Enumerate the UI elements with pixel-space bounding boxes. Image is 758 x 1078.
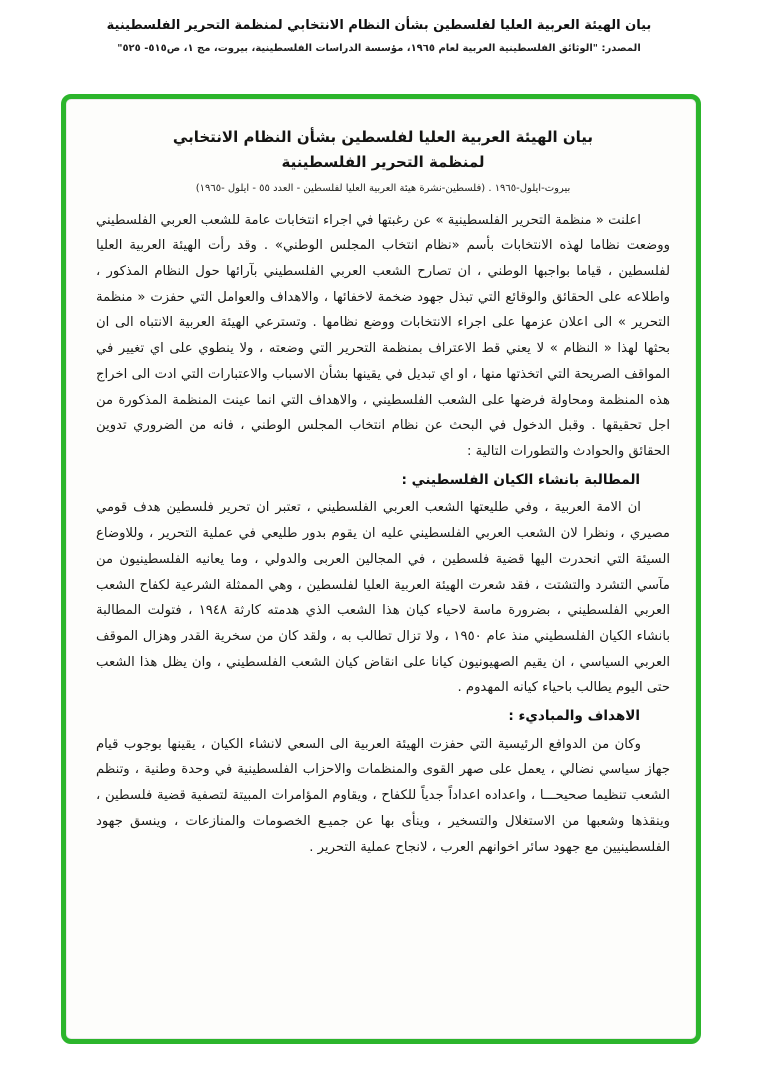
paragraph-entity: ان الامة العربية ، وفي طليعتها الشعب العربي الفلسطيني ، تعتبر ان تحرير فلسطين هدف قومي مصيري ، ونظرا لان الشعب العربي الفلسطيني عليه ان يقوم بدور طليعي في عملية التحرير ، وللاوضاع السيئة التي انحدرت اليها قضية فلسطين ، في المجالين العربى والدولي ، وما يعانيه الفلسطينيون من مآسي التشرد والتشتت ، فقد شعرت الهيئة العربية العليا لفلسطين ، وهي الممثلة الشرعية لكفاح الشعب العربي الفلسطيني ، بضرورة ماسة لاحياء كيان هذا الشعب الذي هدمته كارثة ١٩٤٨ ، فتولت المطالبة بانشاء الكيان الفلسطيني منذ عام ١٩٥٠ ، ولا تزال تطالب به ، ولقد كان من سخرية القدر وهزال الموقف العربي السياسي ، ان يقيم الصهيونيون كيانا على انقاض كيان الشعب الفلسطيني ، وان يظل هذا الشعب حتى اليوم يطالب باحياء كيانه المهدوم . [96,500,671,696]
document-title [96,125,670,175]
document-body [96,208,670,861]
scanned-document-content [66,99,696,880]
page-header [0,0,758,56]
page-title: بيان الهيئة العربية العليا لفلسطين بشأن النظام الانتخابي لمنظمة التحرير الفلسطينية [106,18,652,33]
paragraph-goals: وكان من الدوافع الرئيسية التي حفزت الهيئة العربية الى السعي لانشاء الكيان ، يقينها بوجوب قيام جهاز سياسي نضالي ، يعمل على صهر القوى والمنظمات والاحزاب الفلسطينية في وحدة وطنية ، وتنظم الشعب تنظيما صحيحـــا ، واعداده اعداداً جدياً للكفاح ، ويقاوم المؤامرات المبيتة لتصفية قضية فلسطين ، وينقذها وشعبها من الاستغلال والتسخير ، وينأى بها عن جميـع الخصومات والمنازعات ، وينسق جهود الفلسطينيين مع جهود سائر اخوانهم العرب ، لانجاح عملية التحرير . [96,736,670,855]
document-title-line2: لمنظمة التحرير الفلسطينية [281,152,485,171]
document-title-line1: بيان الهيئة العربية العليا لفلسطين بشأن النظام الانتخابي [172,128,594,146]
paragraph-intro: اعلنت « منظمة التحرير الفلسطينية » عن رغبتها في اجراء انتخابات عامة للشعب العربي الفلسطيني ووضعت نظاما لهذه الانتخابات بأسم «نظام انتخاب المجلس الوطني» . وقد رأت الهيئة العربية العليا لفلسطين ، قياما بواجبها الوطني ، ان تصارح الشعب العربي الفلسطيني بآرائها حول النظام المذكور ، واطلاعه على الحقائق والوقائع التي تبذل جهود ضخمة لاخفائها ، والاهداف والعوامل التي حفزت « منظمة التحرير » الى اعلان عزمها على اجراء الانتخابات ووضع نظامها . وتسترعي الهيئة العربية الانتباه الى ان بحثها لهذا « النظام » لا يعني قط الاعتراف بمنظمة التحرير التي وضعته ، ولا ينطوي على اي تغيير في المواقف الصريحة التي اتخذتها منها ، او اي تبديل في يقينها بشأن الاسباب والاعتبارات التي ادت الى اخراج هذه المنظمة ومحاولة فرضها على الشعب الفلسطيني ، والاهداف التي انما عينت المنظمة المذكورة من اجل تحقيقها . وقبل الدخول في البحث عن نظام انتخاب المجلس الوطني ، فانه من الضروري تدوين الحقائق والحوادث والتطورات التالية : [96,212,670,460]
source-citation: المصدر: "الوثائق الفلسطينية العربية لعام ١٩٦٥، مؤسسة الدراسات الفلسطينية، بيروت، مج ١، ص٥١٥- ٥٢٥" [117,42,641,54]
document-dateline: بيروت-ايلول-١٩٦٥ . (فلسطين-نشرة هيئة العربية العليا لفلسطين - العدد ٥٥ - ايلول -١٩٦٥) [195,182,571,194]
scanned-document-frame [61,94,701,1044]
section-heading-demand-entity: المطالبة بانشاء الكيان الفلسطيني : [401,471,641,488]
section-heading-goals-principles: الاهداف والمباديء : [508,708,641,725]
